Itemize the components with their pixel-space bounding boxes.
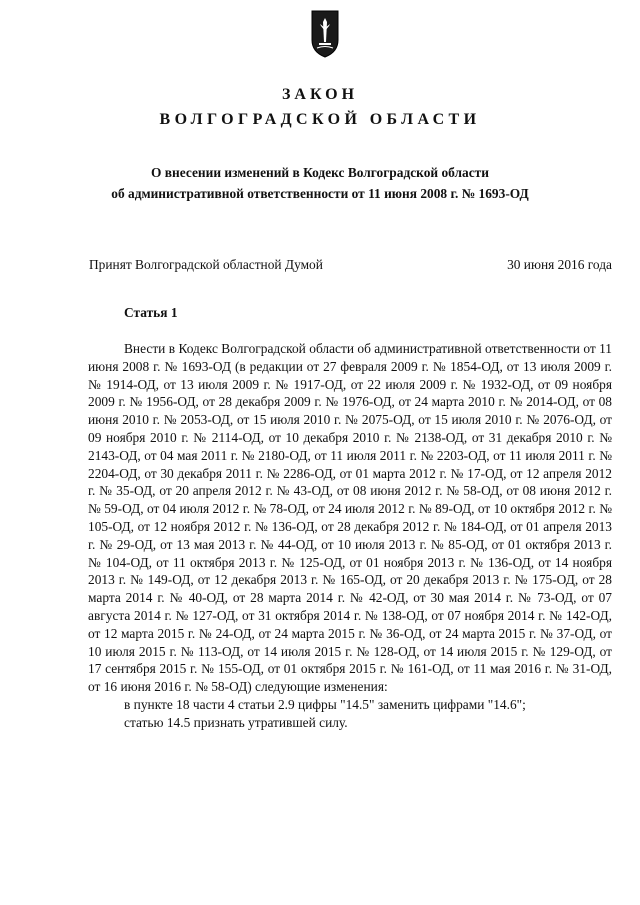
law-title-line-1: О внесении изменений в Кодекс Волгоградской области — [151, 165, 489, 180]
article-body — [88, 340, 612, 732]
article-paragraph: Внести в Кодекс Волгоградской области об административной ответственности от 11 июня 2008 г. № 1693-ОД (в редакции от 27 февраля 2009 г. № 1854-ОД, от 13 июля 2009 г. № 1914-ОД, от 13 июля 2009 г. № 1917-ОД, от 22 июля 2009 г. № 1932-ОД, от 09 ноября 2009 г. № 1956-ОД, от 28 декабря 2009 г. № 1976-ОД, от 24 марта 2010 г. № 2014-ОД, от 08 июня 2010 г. № 2053-ОД, от 15 июля 2010 г. № 2075-ОД, от 15 июля 2010 г. № 2076-ОД, от 09 ноября 2010 г. № 2114-ОД, от 10 декабря 2010 г. № 2138-ОД, от 31 декабря 2010 г. № 2143-ОД, от 04 мая 2011 г. № 2180-ОД, от 11 июля 2011 г. № 2203-ОД, от 11 июля 2011 г. № 2204-ОД, от 30 декабря 2011 г. № 2286-ОД, от 01 марта 2012 г. № 17-ОД, от 12 апреля 2012 г. № 35-ОД, от 20 апреля 2012 г. № 43-ОД, от 08 июня 2012 г. № 58-ОД, от 08 июня 2012 г. № 59-ОД, от 04 июля 2012 г. № 78-ОД, от 24 июля 2012 г. № 89-ОД, от 10 октября 2012 г. № 105-ОД, от 12 ноября 2012 г. № 136-ОД, от 28 декабря 2012 г. № 184-ОД, от 01 апреля 2013 г. № 29-ОД, от 13 мая 2013 г. № 44-ОД, от 10 июля 2013 г. № 85-ОД, от 01 октября 2013 г. № 104-ОД, от 11 октября 2013 г. № 125-ОД, от 01 ноября 2013 г. № 136-ОД, от 14 ноября 2013 г. № 149-ОД, от 12 декабря 2013 г. № 165-ОД, от 20 декабря 2013 г. № 175-ОД, от 28 марта 2014 г. № 40-ОД, от 28 марта 2014 г. № 42-ОД, от 30 мая 2014 г. № 73-ОД, от 07 августа 2014 г. № 127-ОД, от 31 октября 2014 г. № 138-ОД, от 07 ноября 2014 г. № 142-ОД, от 12 марта 2015 г. № 24-ОД, от 24 марта 2015 г. № 36-ОД, от 24 марта 2015 г. № 37-ОД, от 10 июля 2015 г. № 113-ОД, от 14 июля 2015 г. № 128-ОД, от 14 июля 2015 г. № 129-ОД, от 17 сентября 2015 г. № 155-ОД, от 01 октября 2015 г. № 161-ОД, от 11 мая 2016 г. № 31-ОД, от 16 июня 2016 г. № 58-ОД) следующие изменения: — [88, 341, 612, 695]
article-item-2: статью 14.5 признать утратившей силу. — [124, 714, 348, 730]
coat-of-arms-icon — [311, 10, 339, 58]
region-heading: ВОЛГОГРАДСКОЙ ОБЛАСТИ — [159, 111, 481, 128]
article-heading: Статья 1 — [124, 305, 178, 320]
article-item-1: в пункте 18 части 4 статьи 2.9 цифры "14.5" заменить цифрами "14.6"; — [124, 696, 526, 712]
document-type-heading: ЗАКОН — [281, 86, 359, 103]
law-title-line-2: об административной ответственности от 11 июня 2008 г. № 1693-ОД — [111, 186, 529, 201]
adopted-by: Принят Волгоградской областной Думой — [89, 257, 323, 272]
adoption-date: 30 июня 2016 года — [507, 257, 612, 272]
